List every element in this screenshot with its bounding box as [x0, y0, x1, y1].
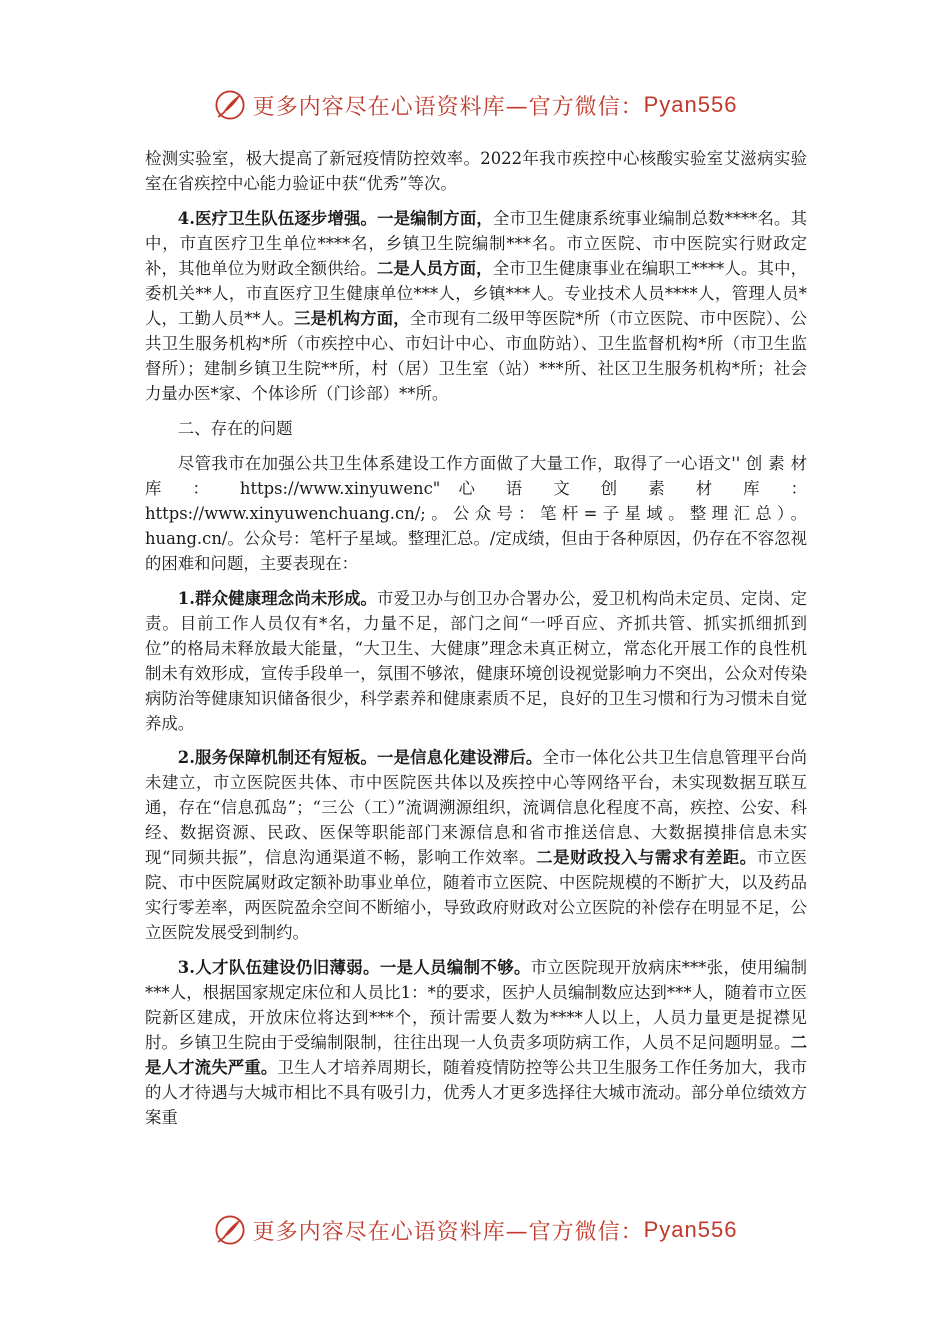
banner-text: 更多内容尽在心语资料库—官方微信：	[252, 1219, 644, 1245]
subpoint-text: 全市卫生健康事业在编职工****人。其中，委机关**人，市直医疗卫生健康单位***人，乡镇***人。专业技术人员****人，管理人员*人，工勤人员**人。	[145, 259, 808, 328]
subpoint-heading: 二是人员方面，	[376, 259, 493, 278]
paragraph-health-awareness	[145, 586, 807, 736]
section-heading: 二、存在的问题	[177, 419, 293, 438]
banner-text: 更多内容尽在心语资料库—官方微信：	[252, 94, 644, 120]
feather-pen-logo-icon	[213, 1213, 247, 1247]
paragraph-title: 3.人才队伍建设仍旧薄弱。	[177, 958, 380, 977]
paragraph-continued: 检测实验室，极大提高了新冠疫情防控效率。2022年我市疾控中心核酸实验室艾滋病实验室在省疾控中心能力验证中获“优秀”等次。	[145, 149, 807, 193]
subpoint-heading: 三是机构方面，	[293, 309, 410, 328]
paragraph-intro-problems: 尽管我市在加强公共卫生体系建设工作方面做了大量工作，取得了一心语文'' 创 素 材 库 ： https://www.xinyuwenc" 心 语 文 创 素 材 库 ： https://www.xinyuwenchuang.cn/;。公众号：笔杆=子星域。整理汇总）。huang.cn/。公众号：笔杆子星域。整理汇总。/定成绩，但由于各种原因，仍存在不容忽视的困难和问题，主要表现在：	[145, 454, 807, 573]
paragraph-medical-staff	[145, 206, 807, 406]
feather-pen-logo-icon	[213, 88, 247, 122]
paragraph-title: 1.群众健康理念尚未形成。	[177, 589, 378, 608]
subpoint-text: 全市现有二级甲等医院*所（市立医院、市中医院）、公共卫生服务机构*所（市疾控中心、市妇计中心、市血防站）、卫生监督机构*所（市卫生监督所）；建制乡镇卫生院**所，村（居）卫生室（站）***所、社区卫生服务机构*所；社会力量办医*家、个体诊所（门诊部）**所。	[145, 309, 808, 403]
footer-banner	[0, 1206, 950, 1254]
subpoint-text: 市立医院现开放病床***张，使用编制***人，根据国家规定床位和人员比1：*的要求，医护人员编制数应达到***人，随着市立医院新区建成，开放床位将达到***个，预计需要人数为****人以上，人员力量更是捉襟见肘。乡镇卫生院由于受编制限制，往往出现一人负责多项防病工作，人员不足问题明显。	[145, 958, 807, 1052]
paragraph-talent-team	[145, 955, 807, 1130]
header-banner	[0, 81, 950, 129]
document-body	[145, 146, 807, 1130]
subpoint-text: 全市卫生健康系统事业编制总数****名。其中，市直医疗卫生单位****名，乡镇卫生院编制***名。市立医院、市中医院实行财政定补，其他单位为财政全额供给。	[145, 209, 807, 278]
subpoint-text: 全市一体化公共卫生信息管理平台尚未建立，市立医院医共体、市中医院医共体以及疾控中心等网络平台，未实现数据互联互通，存在“信息孤岛”；“三公（工）”流调溯源组织，流调信息化程度不高，疾控、公安、科经、数据资源、民政、医保等职能部门来源信息和省市推送信息、大数据摸排信息未实现“同频共振”，信息沟通渠道不畅，影响工作效率。	[145, 748, 807, 867]
banner-wechat-id: Pyan556	[643, 92, 738, 117]
subpoint-heading: 一是人员编制不够。	[379, 958, 531, 977]
subpoint-heading: 二是人才流失严重。	[145, 1033, 807, 1077]
subpoint-text: 市立医院、市中医院属财政定额补助事业单位，随着市立医院、中医院规模的不断扩大，以及药品实行零差率，两医院盈余空间不断缩小，导致政府财政对公立医院的补偿存在明显不足，公立医院发展受到制约。	[145, 848, 808, 942]
subpoint-heading: 一是信息化建设滞后。	[377, 748, 543, 767]
paragraph-title: 2.服务保障机制还有短板。	[177, 748, 378, 767]
subpoint-heading: 一是编制方面，	[377, 209, 493, 228]
paragraph-title: 4.医疗卫生队伍逐步增强。	[177, 209, 378, 228]
subpoint-text: 卫生人才培养周期长，随着疫情防控等公共卫生服务工作任务加大，我市的人才待遇与大城市相比不具有吸引力，优秀人才更多选择往大城市流动。部分单位绩效方案重	[145, 1058, 808, 1127]
paragraph-text: 市爱卫办与创卫办合署办公，爱卫机构尚未定员、定岗、定责。目前工作人员仅有*名，力量不足，部门之间“一呼百应、齐抓共管、抓实抓细抓到位”的格局未释放最大能量，“大卫生、大健康”理念未真正树立，常态化开展工作的良性机制未有效形成，宣传手段单一，氛围不够浓，健康环境创设视觉影响力不突出，公众对传染病防治等健康知识储备很少，科学素养和健康素质不足，良好的卫生习惯和行为习惯未自觉养成。	[145, 589, 807, 733]
banner-wechat-id: Pyan556	[643, 1217, 738, 1242]
subpoint-heading: 二是财政投入与需求有差距。	[536, 848, 757, 867]
paragraph-service-guarantee	[145, 745, 807, 945]
